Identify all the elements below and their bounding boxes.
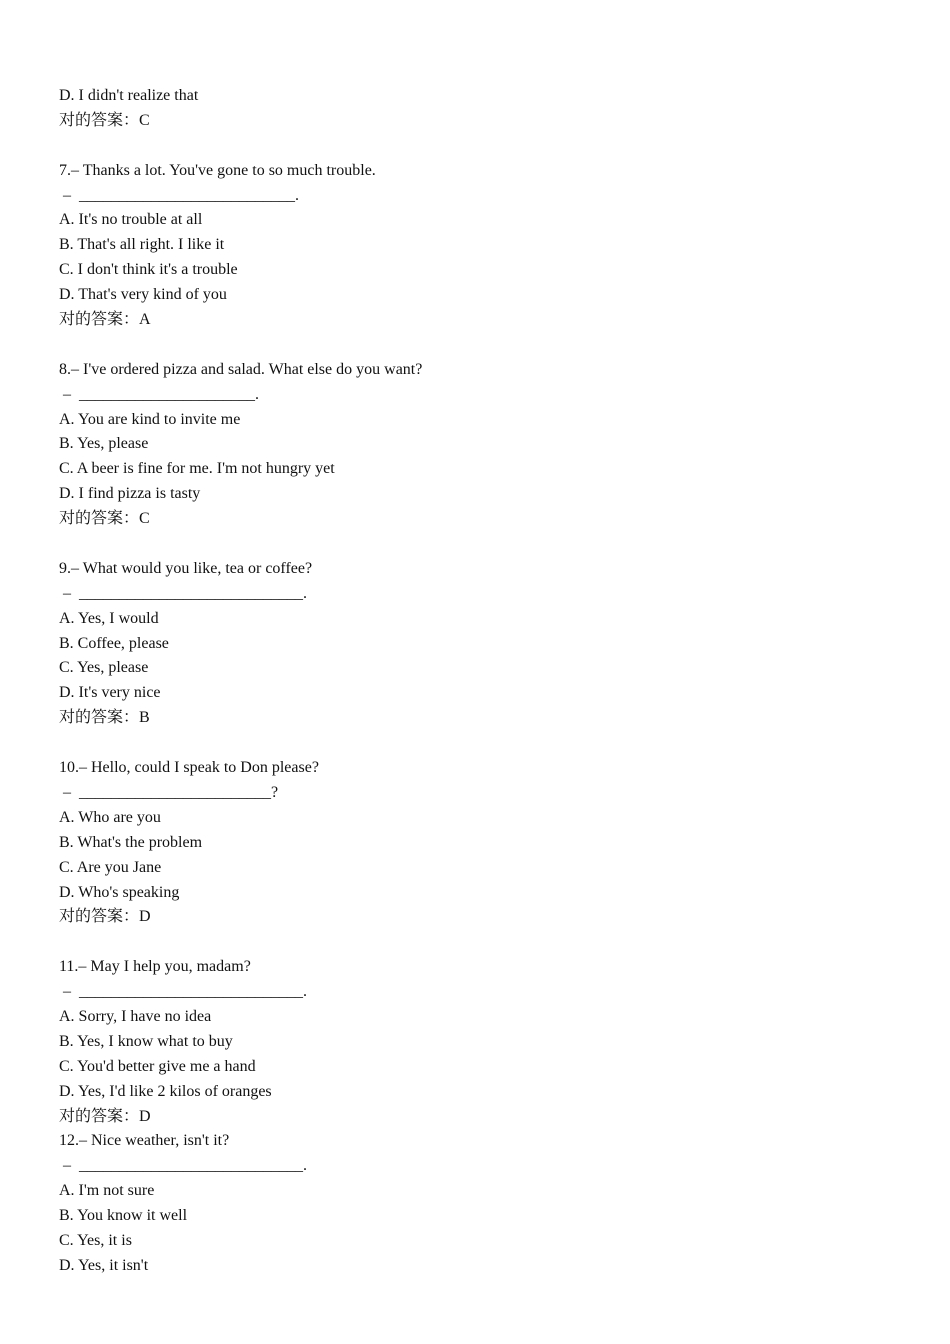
option-text: D. Yes, I'd like 2 kilos of oranges: [59, 1082, 272, 1100]
question-text: 10.– Hello, could I speak to Don please?: [59, 759, 319, 777]
blank-line: – ______________________.: [59, 385, 259, 403]
spacer: [59, 930, 910, 955]
question-text: 8.– I've ordered pizza and salad. What else do you want?: [59, 360, 423, 378]
option-text: C. You'd better give me a hand: [59, 1057, 256, 1075]
spacer: [59, 731, 910, 756]
answer-text: 对的答案：D: [59, 908, 151, 926]
option-text: B. Yes, I know what to buy: [59, 1032, 233, 1050]
option-text: D. It's very nice: [59, 684, 161, 702]
question-text: 9.– What would you like, tea or coffee?: [59, 559, 313, 577]
question-text: 7.– Thanks a lot. You've gone to so much trouble.: [59, 161, 376, 179]
option-text: A. It's no trouble at all: [59, 211, 203, 229]
blank-line: – ________________________?: [59, 783, 279, 801]
question-text: 12.– Nice weather, isn't it?: [59, 1132, 230, 1150]
question-text: 11.– May I help you, madam?: [59, 958, 251, 976]
option-text: A. Who are you: [59, 808, 161, 826]
option-text: A. I'm not sure: [59, 1182, 155, 1200]
option-text: C. Yes, it is: [59, 1231, 132, 1249]
option-text: D. Who's speaking: [59, 883, 180, 901]
option-text: C. I don't think it's a trouble: [59, 261, 238, 279]
answer-text: 对的答案：A: [59, 311, 151, 329]
option-text: B. You know it well: [59, 1207, 188, 1225]
spacer: [59, 134, 910, 159]
option-text: C. Yes, please: [59, 659, 149, 677]
option-text: D. Yes, it isn't: [59, 1256, 149, 1274]
spacer: [59, 532, 910, 557]
option-text: A. Yes, I would: [59, 609, 159, 627]
document-page: [59, 84, 910, 1279]
answer-text: 对的答案：C: [59, 111, 150, 129]
blank-line: – ____________________________.: [59, 584, 307, 602]
option-text: D. That's very kind of you: [59, 286, 227, 304]
option-text: D. I find pizza is tasty: [59, 485, 201, 503]
blank-line: – ____________________________.: [59, 983, 307, 1001]
option-text: B. What's the problem: [59, 833, 203, 851]
option-text: A. You are kind to invite me: [59, 410, 241, 428]
option-text: C. A beer is fine for me. I'm not hungry yet: [59, 460, 335, 478]
blank-line: – ___________________________.: [59, 186, 299, 204]
option-text: C. Are you Jane: [59, 858, 162, 876]
option-text: D. I didn't realize that: [59, 87, 199, 104]
answer-text: 对的答案：D: [59, 1107, 151, 1125]
answer-text: 对的答案：C: [59, 510, 150, 528]
option-text: B. Yes, please: [59, 435, 149, 453]
option-text: B. Coffee, please: [59, 634, 169, 652]
option-text: A. Sorry, I have no idea: [59, 1007, 212, 1025]
blank-line: – ____________________________.: [59, 1157, 307, 1175]
answer-text: 对的答案：B: [59, 709, 150, 727]
spacer: [59, 333, 910, 358]
option-text: B. That's all right. I like it: [59, 236, 225, 254]
